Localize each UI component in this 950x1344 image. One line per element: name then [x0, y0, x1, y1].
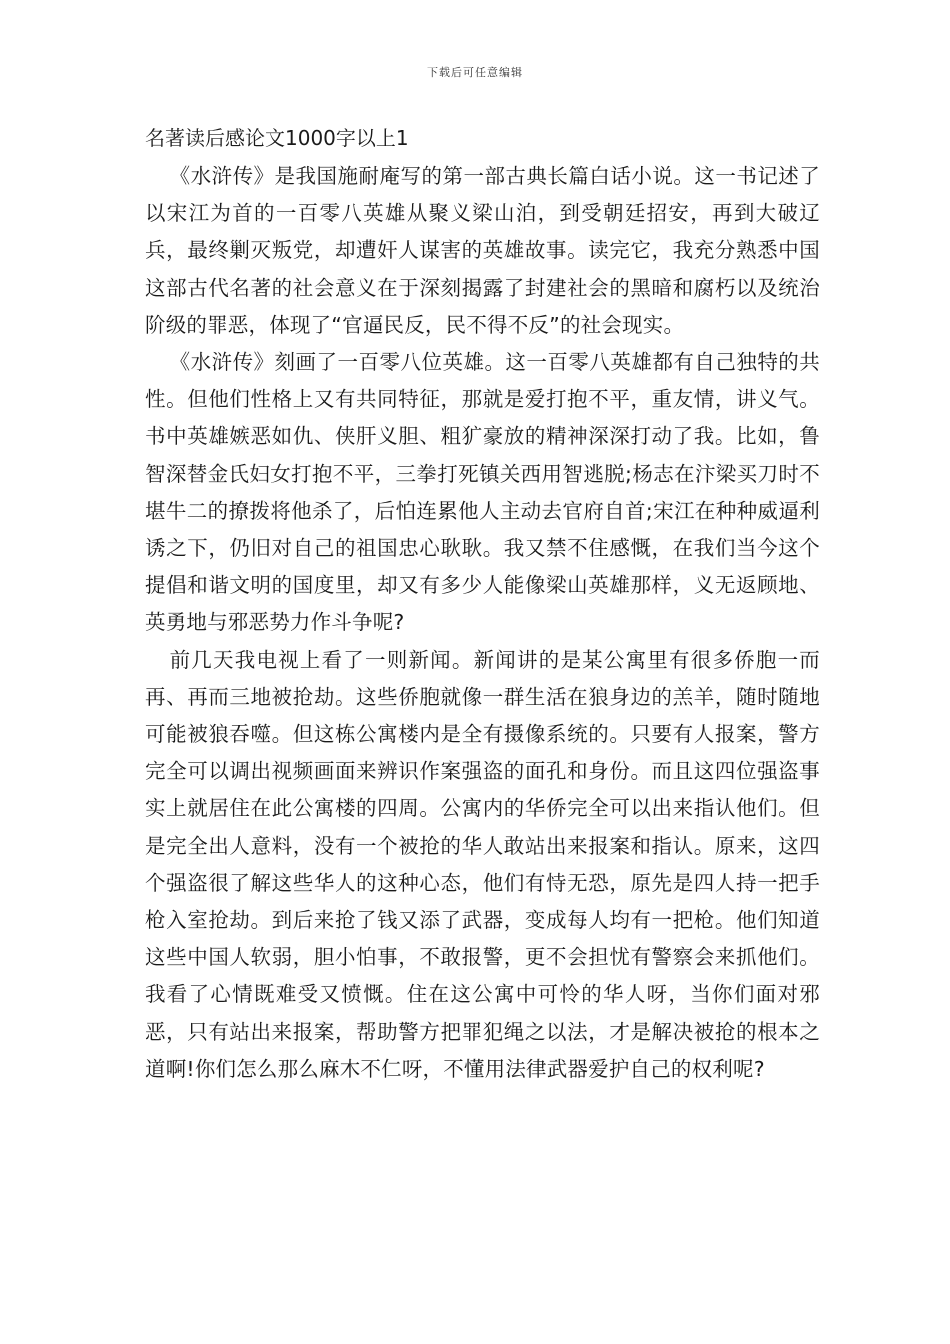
paragraph-2: 《水浒传》刻画了一百零八位英雄。这一百零八英雄都有自己独特的共性。但他们性格上又有共同特征，那就是爱打抱不平，重友情，讲义气。书中英雄嫉恶如仇、侠肝义胆、粗犷豪放的精神深深打动了我。比如，鲁智深替金氏妇女打抱不平，三拳打死镇关西用智逃脱;杨志在汴梁买刀时不堪牛二的撩拨将他杀了，后怕连累他人主动去官府自首;宋江在种种威逼利诱之下，仍旧对自己的祖国忠心耿耿。我又禁不住感慨，在我们当今这个提倡和谐文明的国度里，却又有多少人能像梁山英雄那样，义无返顾地、英勇地与邪恶势力作斗争呢?: [145, 350, 820, 635]
document-body: [145, 158, 820, 1088]
document-title: 名著读后感论文1000字以上1: [145, 126, 409, 150]
page-header: 下载后可任意编辑: [427, 66, 523, 79]
paragraph-3: 前几天我电视上看了一则新闻。新闻讲的是某公寓里有很多侨胞一而再、再而三地被抢劫。这些侨胞就像一群生活在狼身边的羔羊，随时随地可能被狼吞噬。但这栋公寓楼内是全有摄像系统的。只要有人报案，警方完全可以调出视频画面来辨识作案强盗的面孔和身份。而且这四位强盗事实上就居住在此公寓楼的四周。公寓内的华侨完全可以出来指认他们。但是完全出人意料，没有一个被抢的华人敢站出来报案和指认。原来，这四个强盗很了解这些华人的这种心态，他们有恃无恐，原先是四人持一把手枪入室抢劫。到后来抢了钱又添了武器，变成每人均有一把枪。他们知道这些中国人软弱，胆小怕事，不敢报警，更不会担忧有警察会来抓他们。我看了心情既难受又愤慨。住在这公寓中可怜的华人呀，当你们面对邪恶，只有站出来报案，帮助警方把罪犯绳之以法，才是解决被抢的根本之道啊!你们怎么那么麻木不仁呀，不懂用法律武器爱护自己的权利呢?: [145, 647, 820, 1081]
paragraph-1: 《水浒传》是我国施耐庵写的第一部古典长篇白话小说。这一书记述了以宋江为首的一百零八英雄从聚义梁山泊，到受朝廷招安，再到大破辽兵，最终剿灭叛党，却遭奸人谋害的英雄故事。读完它，我充分熟悉中国这部古代名著的社会意义在于深刻揭露了封建社会的黑暗和腐朽以及统治阶级的罪恶，体现了“官逼民反，民不得不反”的社会现实。: [145, 164, 820, 337]
